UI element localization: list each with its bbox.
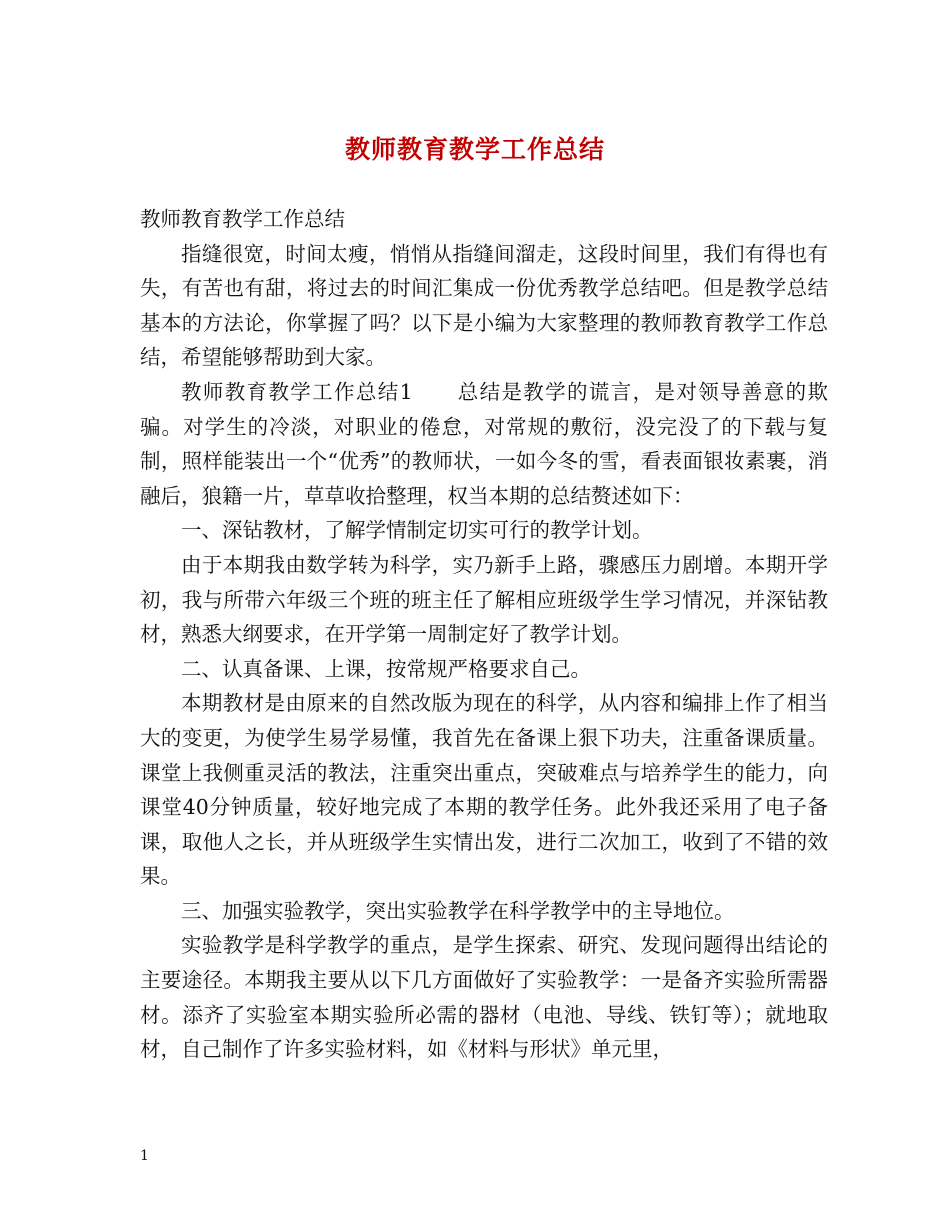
document-body xyxy=(140,202,828,1067)
section-body-3: 实验教学是科学教学的重点，是学生探索、研究、发现问题得出结论的主要途径。本期我主要从以下几方面做好了实验教学：一是备齐实验所需器材。添齐了实验室本期实验所必需的器材（电池、导线、铁钉等）；就地取材，自己制作了许多实验材料，如《材料与形状》单元里， xyxy=(140,933,828,1062)
page-number: 1 xyxy=(140,1148,149,1164)
section-heading-1: 一、深钻教材，了解学情制定切实可行的教学计划。 xyxy=(181,518,653,543)
summary-paragraph: 教师教育教学工作总结1 总结是教学的谎言，是对领导善意的欺骗。对学生的冷淡，对职业的倦怠，对常规的敷衍，没完没了的下载与复制，照样能装出一个“优秀”的教师状，一如今冬的雪，看表面银妆素裹，消融后，狼籍一片，草草收拾整理，权当本期的总结赘述如下： xyxy=(140,379,828,508)
intro-paragraph: 指缝很宽，时间太瘦，悄悄从指缝间溜走，这段时间里，我们有得也有失，有苦也有甜，将过去的时间汇集成一份优秀教学总结吧。但是教学总结基本的方法论，你掌握了吗？以下是小编为大家整理的教师教育教学工作总结，希望能够帮助到大家。 xyxy=(140,241,828,370)
document-title: 教师教育教学工作总结 xyxy=(344,135,605,164)
section-body-1: 由于本期我由数学转为科学，实乃新手上路，骤感压力剧增。本期开学初，我与所带六年级三个班的班主任了解相应班级学生学习情况，并深钻教材，熟悉大纲要求，在开学第一周制定好了教学计划。 xyxy=(140,552,828,647)
subtitle-paragraph: 教师教育教学工作总结 xyxy=(140,207,345,231)
section-heading-2: 二、认真备课、上课，按常规严格要求自己。 xyxy=(181,656,591,681)
section-heading-3: 三、加强实验教学，突出实验教学在科学教学中的主导地位。 xyxy=(181,898,735,923)
section-body-2: 本期教材是由原来的自然改版为现在的科学，从内容和编排上作了相当大的变更，为使学生易学易懂，我首先在备课上狠下功夫，注重备课质量。课堂上我侧重灵活的教法，注重突出重点，突破难点与培养学生的能力，向课堂40分钟质量，较好地完成了本期的教学任务。此外我还采用了电子备课，取他人之长，并从班级学生实情出发，进行二次加工，收到了不错的效果。 xyxy=(140,691,828,889)
